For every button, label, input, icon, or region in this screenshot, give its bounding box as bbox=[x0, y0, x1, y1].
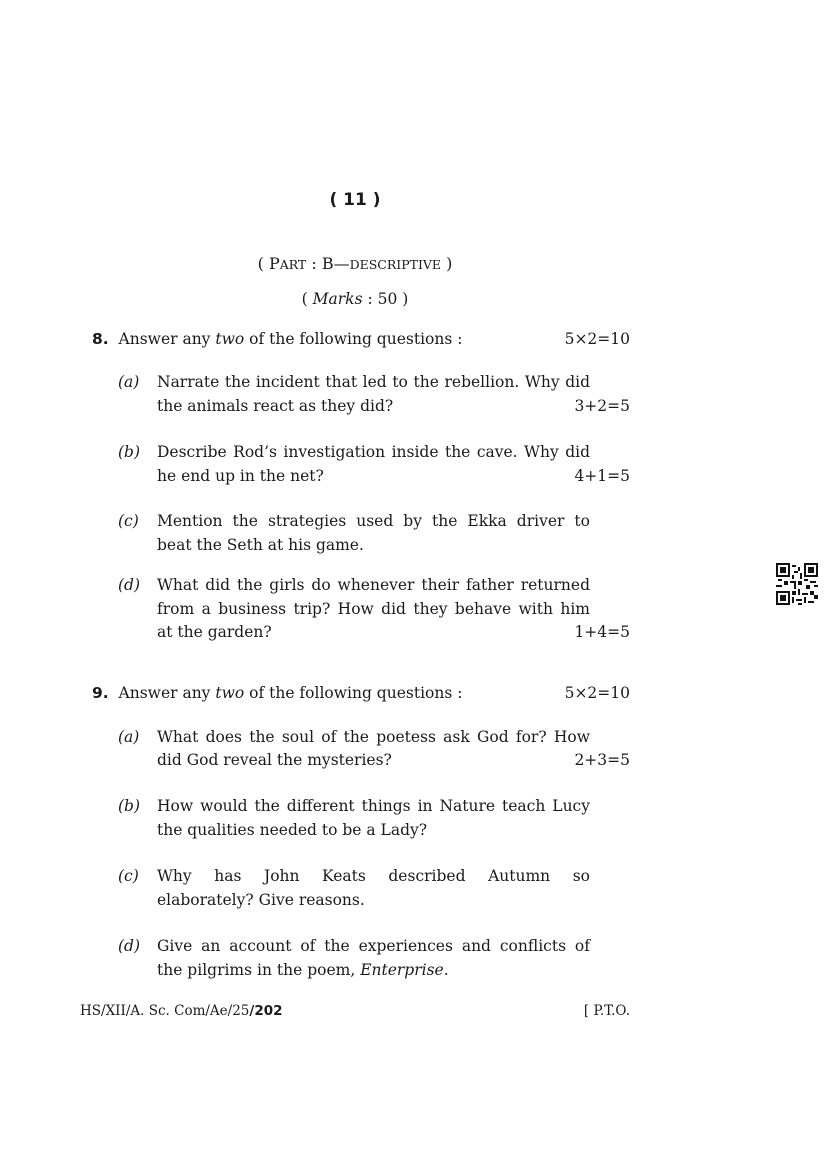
question-9-marks: 5×2=10 bbox=[564, 684, 630, 702]
sub-question-text: the animals react as they did? bbox=[157, 397, 394, 415]
sub-question-text-tail: . bbox=[443, 961, 449, 979]
part-descriptive: DESCRIPTIVE bbox=[349, 257, 442, 272]
sub-question-text: How would the different things in Nature teach Lucy bbox=[157, 797, 590, 815]
sub-question-label: (a) bbox=[118, 373, 140, 391]
part-word-rest: ART bbox=[279, 257, 307, 272]
marks-open: ( bbox=[301, 290, 313, 308]
sub-question-marks: 1+4=5 bbox=[574, 623, 630, 641]
question-8-marks: 5×2=10 bbox=[564, 330, 630, 348]
instruction-pre: Answer any bbox=[118, 684, 216, 702]
sub-question-text: at the garden? bbox=[157, 623, 272, 641]
sub-question-text: Give an account of the experiences and conflicts of bbox=[157, 937, 590, 955]
instruction-post: of the following questions : bbox=[244, 684, 463, 702]
sub-question-text: What did the girls do whenever their father returned bbox=[157, 576, 590, 594]
marks-header bbox=[0, 290, 710, 308]
part-close: ) bbox=[441, 254, 453, 273]
sub-question-text: Mention the strategies used by the Ekka driver to bbox=[157, 512, 590, 530]
sub-question-text: What does the soul of the poetess ask God for? How bbox=[157, 728, 590, 746]
qr-code bbox=[776, 563, 818, 605]
instruction-em: two bbox=[215, 330, 245, 348]
sub-question-marks: 2+3=5 bbox=[574, 751, 630, 769]
sub-question-label: (b) bbox=[118, 797, 141, 815]
question-9-instruction bbox=[92, 684, 462, 702]
sub-question-label: (c) bbox=[118, 512, 139, 530]
sub-question-text: Narrate the incident that led to the rebellion. Why did bbox=[157, 373, 590, 391]
sub-question-text: from a business trip? How did they behave with him bbox=[157, 600, 590, 618]
sub-question-label: (d) bbox=[118, 937, 141, 955]
sub-question-label: (c) bbox=[118, 867, 139, 885]
marks-rest: : 50 ) bbox=[362, 290, 409, 308]
sub-question-label: (b) bbox=[118, 443, 141, 461]
paper-code-number: /202 bbox=[249, 1003, 283, 1019]
sub-question-text-part: the pilgrims in the poem, bbox=[157, 961, 361, 979]
sub-question-text: beat the Seth at his game. bbox=[157, 536, 364, 554]
part-word-initial: P bbox=[268, 254, 280, 273]
sub-question-text: did God reveal the mysteries? bbox=[157, 751, 392, 769]
pto-label: [ P.T.O. bbox=[583, 1003, 630, 1019]
sub-question-marks: 3+2=5 bbox=[574, 397, 630, 415]
question-8-instruction bbox=[92, 330, 462, 348]
question-number: 9. bbox=[92, 684, 109, 702]
marks-label: Marks bbox=[312, 290, 363, 308]
sub-question-text: Why has John Keats described Autumn so bbox=[157, 867, 590, 885]
page-number: ( 11 ) bbox=[329, 190, 381, 210]
sub-question-label: (a) bbox=[118, 728, 140, 746]
instruction-em: two bbox=[215, 684, 245, 702]
part-heading bbox=[0, 254, 710, 273]
poem-title: Enterprise bbox=[360, 961, 444, 979]
paper-code-text: HS/XII/A. Sc. Com/Ae/25 bbox=[80, 1003, 250, 1019]
question-number: 8. bbox=[92, 330, 109, 348]
instruction-pre: Answer any bbox=[118, 330, 216, 348]
sub-question-text: elaborately? Give reasons. bbox=[157, 891, 365, 909]
paper-code bbox=[80, 1003, 283, 1019]
part-open: ( bbox=[257, 254, 269, 273]
sub-question-text bbox=[157, 961, 449, 979]
part-separator: : B— bbox=[306, 254, 350, 273]
sub-question-text: the qualities needed to be a Lady? bbox=[157, 821, 428, 839]
sub-question-text: he end up in the net? bbox=[157, 467, 324, 485]
instruction-post: of the following questions : bbox=[244, 330, 463, 348]
sub-question-marks: 4+1=5 bbox=[574, 467, 630, 485]
sub-question-label: (d) bbox=[118, 576, 141, 594]
sub-question-text: Describe Rod’s investigation inside the cave. Why did bbox=[157, 443, 590, 461]
